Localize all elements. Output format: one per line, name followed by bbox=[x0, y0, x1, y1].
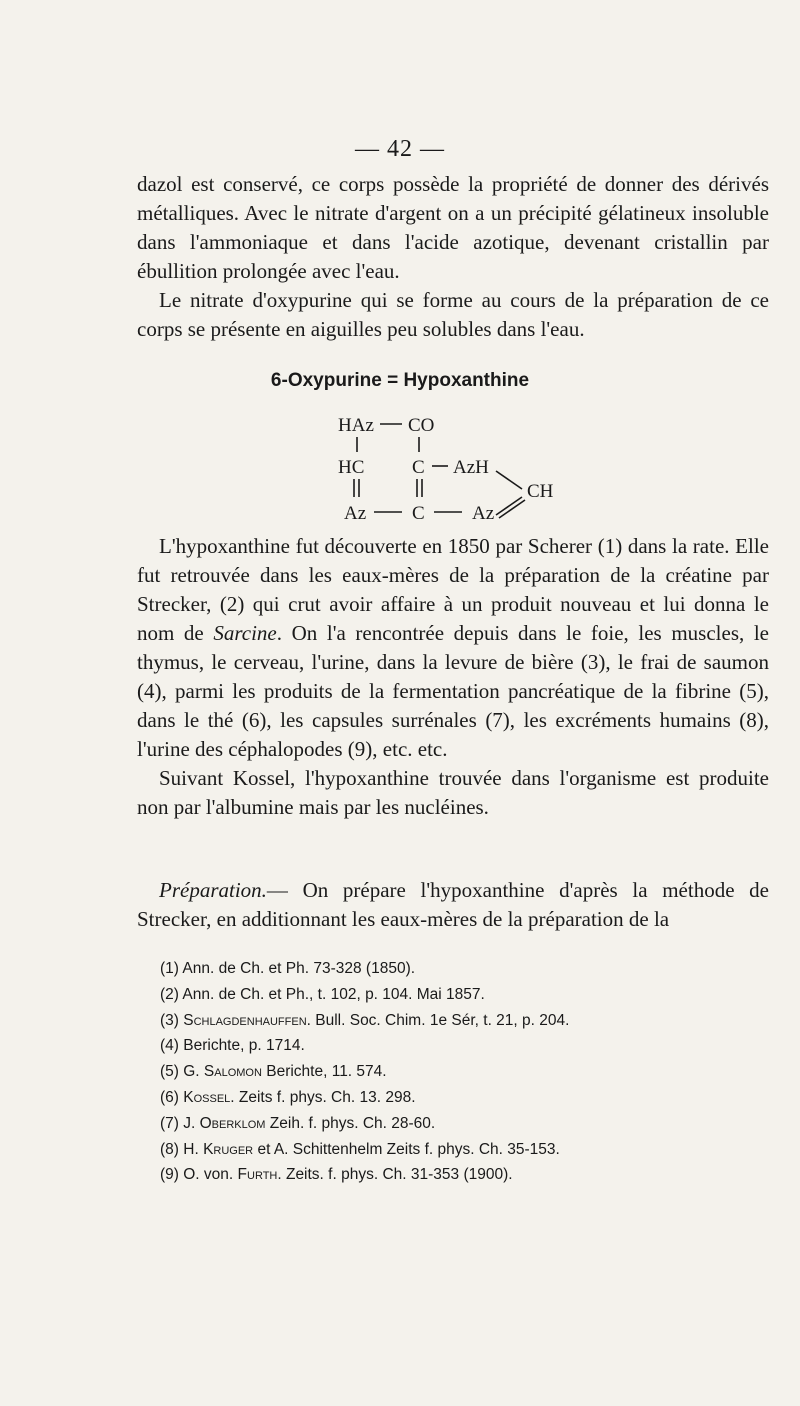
paragraph-kossel: Suivant Kossel, l'hypoxanthine trouvée dans l'organisme est produite non par l'albumine mais par les nucléines. bbox=[137, 766, 769, 819]
footnote-7 bbox=[160, 1111, 760, 1137]
structural-formula bbox=[330, 405, 590, 535]
formula-bond-ch-az bbox=[496, 497, 522, 515]
footnote-text: (3) bbox=[160, 1011, 184, 1029]
footnote-author: Schlagdenhauffen bbox=[183, 1011, 307, 1029]
section-heading: 6-Oxypurine = Hypoxanthine bbox=[270, 370, 530, 391]
footnote-4 bbox=[160, 1033, 760, 1059]
formula-bond-azh-ch bbox=[496, 471, 522, 489]
footnote-author: Kruger bbox=[203, 1140, 254, 1158]
page-number: — 42 — bbox=[355, 136, 445, 162]
footnote-author: Salomon bbox=[203, 1063, 262, 1081]
footnote-text: (9) O. von. bbox=[160, 1166, 238, 1184]
formula-diagram bbox=[330, 405, 590, 535]
formula-c-top: C bbox=[412, 457, 425, 478]
footnote-text: (2) Ann. de Ch. et Ph., t. 102, p. 104. Mai 1857. bbox=[160, 985, 485, 1003]
footnote-author: Oberklom bbox=[199, 1114, 266, 1132]
footnote-author: Kossel bbox=[183, 1088, 231, 1106]
footnote-1 bbox=[160, 956, 760, 982]
formula-double-bond-ch-az bbox=[499, 500, 525, 518]
footnote-citation: . Zeits f. phys. Ch. 13. 298. bbox=[230, 1088, 416, 1106]
footnote-text: (4) Berichte, p. 1714. bbox=[160, 1037, 305, 1055]
paragraph-preparation bbox=[137, 876, 769, 934]
footnote-2 bbox=[160, 982, 760, 1008]
formula-ch: CH bbox=[527, 481, 554, 502]
preparation-label: Préparation. bbox=[159, 878, 267, 902]
formula-azh: AzH bbox=[453, 457, 489, 478]
footnote-text: (7) J. bbox=[160, 1114, 200, 1132]
formula-c-bottom: C bbox=[412, 503, 425, 524]
formula-hc: HC bbox=[338, 457, 365, 478]
formula-az-left: Az bbox=[344, 503, 367, 524]
top-paragraphs bbox=[137, 170, 769, 344]
sarcine-term: Sarcine bbox=[213, 621, 277, 645]
footnote-8 bbox=[160, 1137, 760, 1163]
footnote-text: (1) Ann. de Ch. et Ph. 73-328 (1850). bbox=[160, 960, 416, 977]
footnote-author: Furth bbox=[237, 1166, 278, 1184]
discovery-rest: . On l'a rencontrée depuis dans le foie, les muscles, le thymus, le cerveau, l'urine, dans la levure de bière (3), le frai de saumon (4), parmi les produits de la fermentation pancréatique de la fibrine (5), dans le thé (6), les capsules surrénales (7), les excréments humains (8), l'urine des céphalopodes (9), etc. etc. bbox=[137, 621, 769, 761]
preparation-text: — On prépare l'hypoxanthine d'après la méthode de Strecker, en additionnant les eaux-mères de la préparation de la bbox=[137, 878, 769, 931]
preparation-section bbox=[137, 876, 769, 934]
footnote-citation: Berichte, 11. 574. bbox=[261, 1063, 387, 1081]
footnote-citation: . Zeits. f. phys. Ch. 31-353 (1900). bbox=[277, 1166, 513, 1184]
formula-haz: HAz bbox=[338, 415, 374, 436]
footnotes bbox=[160, 956, 760, 1188]
footnote-text: (6) bbox=[160, 1088, 184, 1106]
footnote-3 bbox=[160, 1008, 760, 1034]
footnote-text: (5) G. bbox=[160, 1063, 204, 1081]
footnote-9 bbox=[160, 1162, 760, 1188]
footnote-text: (8) H. bbox=[160, 1140, 204, 1158]
footnote-citation: Zeih. f. phys. Ch. 28-60. bbox=[265, 1114, 436, 1132]
footnote-citation: . Bull. Soc. Chim. 1e Sér, t. 21, p. 204. bbox=[306, 1011, 570, 1029]
discovery-intro: L'hypoxanthine fut découverte en 1850 par Scherer (1) dans la rate. Elle fut retrouvée dans les eaux-mères de la préparation de la créatine par Strecker, (2) qui crut avoir affaire à un produit nouveau et lui donna le nom de bbox=[137, 534, 769, 645]
paragraph-metallic-derivatives: dazol est conservé, ce corps possède la propriété de donner des dérivés métalliques. Avec le nitrate d'argent on a un précipité gélatineux insoluble dans l'ammoniaque et dans l'acide azotique, devenant cristallin par ébullition prolongée avec l'eau. bbox=[137, 172, 769, 283]
paragraph-oxypurine-nitrate: Le nitrate d'oxypurine qui se forme au cours de la préparation de ce corps se présente en aiguilles peu solubles dans l'eau. bbox=[137, 288, 769, 341]
formula-co: CO bbox=[408, 415, 435, 436]
formula-az-right: Az bbox=[472, 503, 495, 524]
footnote-5 bbox=[160, 1059, 760, 1085]
footnote-citation: et A. Schittenhelm Zeits f. phys. Ch. 35-153. bbox=[253, 1140, 560, 1158]
paragraph-discovery bbox=[137, 532, 769, 764]
footnote-6 bbox=[160, 1085, 760, 1111]
main-section bbox=[137, 532, 769, 822]
